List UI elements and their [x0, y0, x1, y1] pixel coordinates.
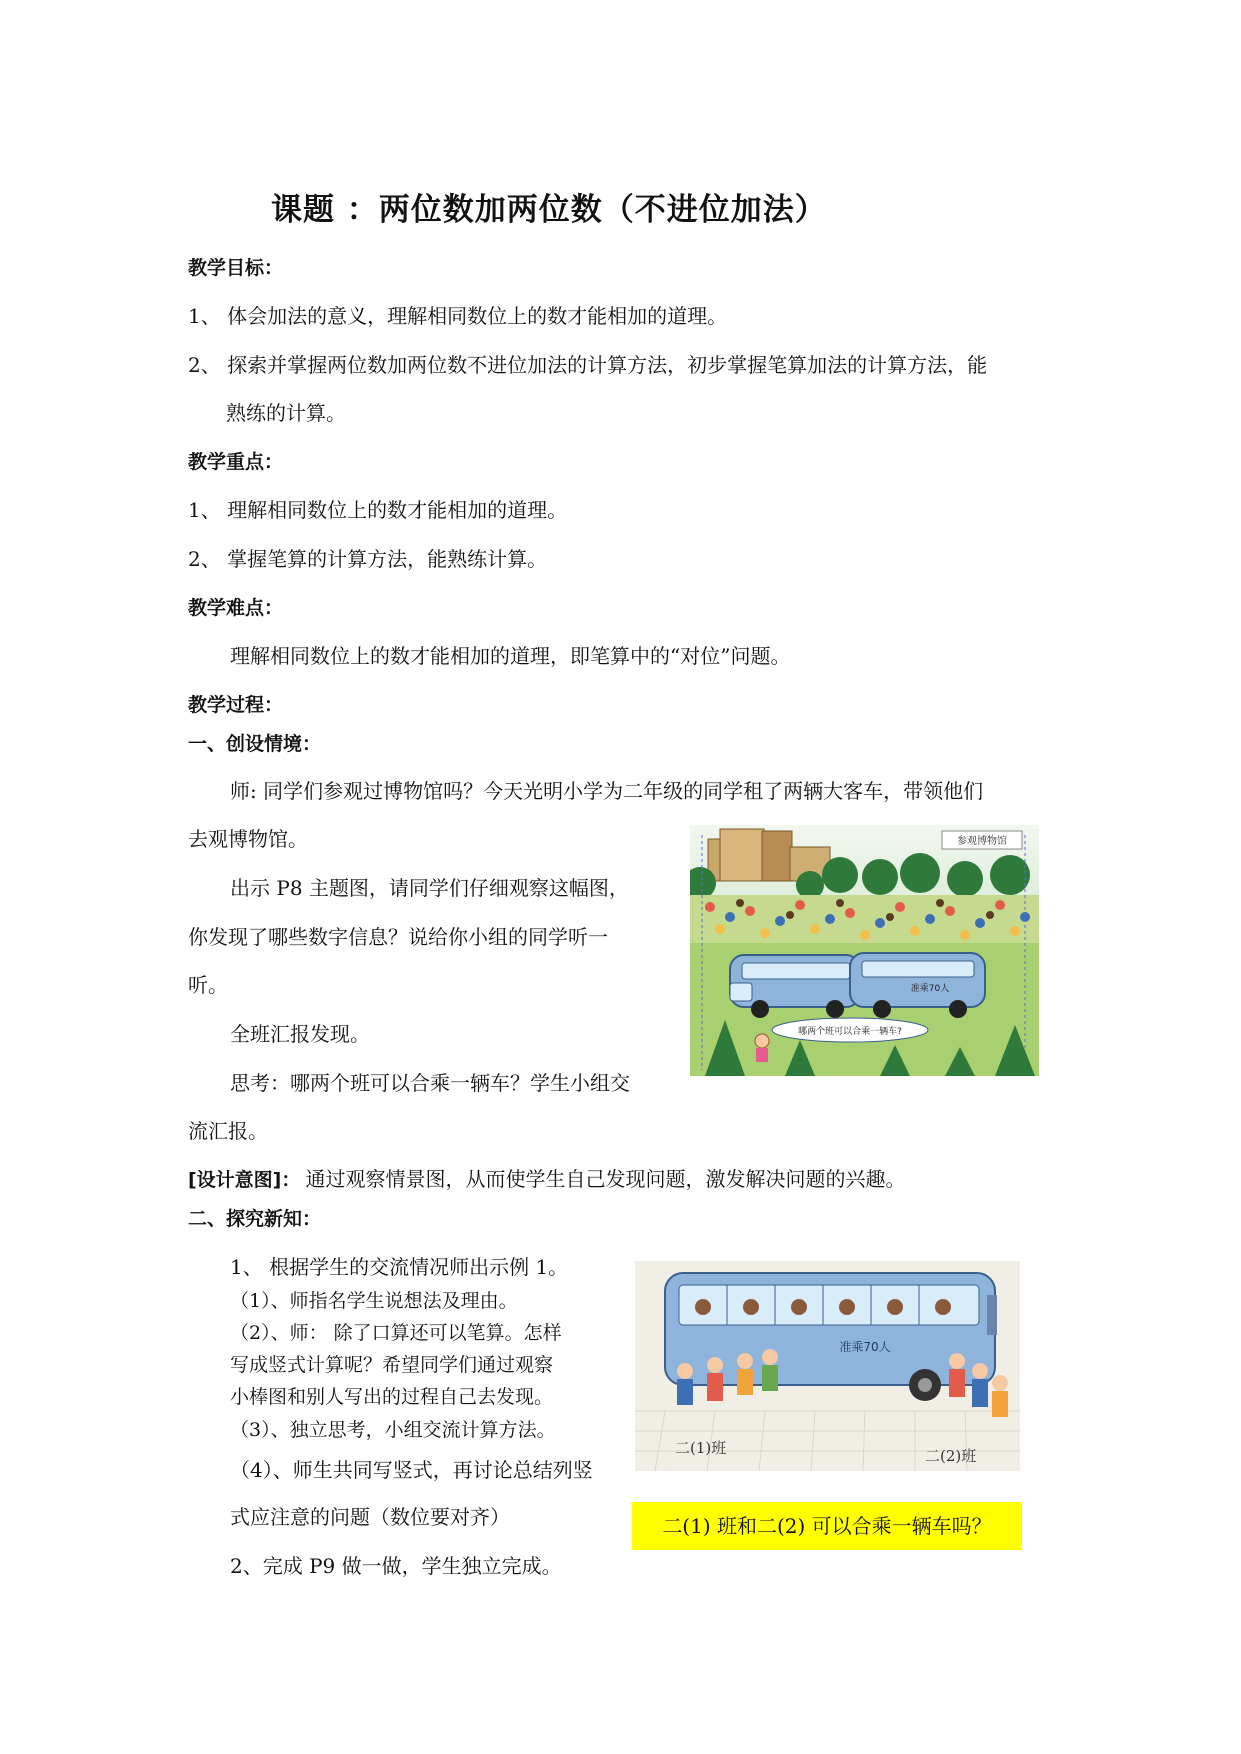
difficulty-heading: 教学难点：: [188, 597, 284, 619]
process-heading: 教学过程：: [188, 694, 284, 716]
bus-capacity-label: 准乘70人: [910, 984, 950, 994]
section1-line-1: 师: 同学们参观过博物馆吗？今天光明小学为二年级的同学租了两辆大客车，带领他们: [230, 779, 984, 803]
section1-line-6: 全班汇报发现。: [230, 1022, 370, 1046]
key-point-item-2: 2、 掌握笔算的计算方法，能熟练计算。: [188, 547, 548, 571]
question-caption: 二(1) 班和二(2) 可以合乘一辆车吗？: [632, 1502, 1022, 1550]
section1-line-3: 出示 P8 主题图，请同学们仔细观察这幅图，: [230, 876, 629, 900]
objective-item-2: 2、 探索并掌握两位数加两位数不进位加法的计算方法，初步掌握笔算加法的计算方法，能: [188, 353, 988, 377]
objectives-heading: 教学目标：: [188, 257, 284, 279]
objective-item-2-cont: 熟练的计算。: [226, 401, 346, 425]
design-intent-text: 通过观察情景图，从而使学生自己发现问题，激发解决问题的兴趣。: [305, 1167, 906, 1191]
section1-heading: 一、创设情境：: [188, 733, 322, 755]
section2-line-6: （3）、独立思考，小组交流计算方法。: [230, 1419, 556, 1441]
section2-line-4: 写成竖式计算呢？希望同学们通过观察: [230, 1354, 554, 1376]
design-intent: [188, 1167, 905, 1192]
class-right-label: 二(2)班: [925, 1447, 977, 1465]
bus-classes-image: [635, 1261, 1020, 1471]
section2-line-5: 小棒图和别人写出的过程自己去发现。: [230, 1386, 554, 1408]
section1-line-2: 去观博物馆。: [188, 827, 308, 851]
section1-line-8: 流汇报。: [188, 1119, 268, 1143]
museum-scene-illustration: [690, 825, 1039, 1076]
objective-item-1: 1、 体会加法的意义，理解相同数位上的数才能相加的道理。: [188, 304, 728, 328]
section1-line-5: 听。: [188, 973, 228, 997]
bus-capacity-text: 准乘70人: [839, 1340, 891, 1354]
key-point-item-1: 1、 理解相同数位上的数才能相加的道理。: [188, 498, 568, 522]
bubble-question: 哪两个班可以合乘一辆车?: [798, 1027, 902, 1037]
section2-line-9: 2、完成 P9 做一做，学生独立完成。: [230, 1554, 562, 1578]
difficulty-text: 理解相同数位上的数才能相加的道理，即笔算中的“对位”问题。: [230, 644, 791, 668]
design-intent-label: [设计意图]：: [188, 1169, 301, 1191]
museum-scene-image: [690, 825, 1039, 1076]
section2-line-2: （1）、师指名学生说想法及理由。: [230, 1290, 518, 1312]
page-title: 课题 ：两位数加两位数（不进位加法）: [271, 192, 827, 228]
bus-classes-illustration: [635, 1261, 1020, 1471]
section2-heading: 二、探究新知：: [188, 1208, 322, 1230]
section1-line-7: 思考：哪两个班可以合乘一辆车？学生小组交: [230, 1071, 630, 1095]
museum-sign-text: 参观博物馆: [957, 836, 1007, 847]
section2-line-3: （2）、师： 除了口算还可以笔算。怎样: [230, 1322, 562, 1344]
section1-line-4: 你发现了哪些数字信息？说给你小组的同学听一: [188, 925, 608, 949]
section2-line-8: 式应注意的问题（数位要对齐）: [230, 1505, 510, 1529]
section2-line-7: （4）、师生共同写竖式，再讨论总结列竖: [230, 1458, 593, 1482]
key-points-heading: 教学重点：: [188, 451, 284, 473]
section2-line-1: 1、 根据学生的交流情况师出示例 1。: [230, 1255, 569, 1279]
class-left-label: 二(1)班: [675, 1439, 727, 1457]
